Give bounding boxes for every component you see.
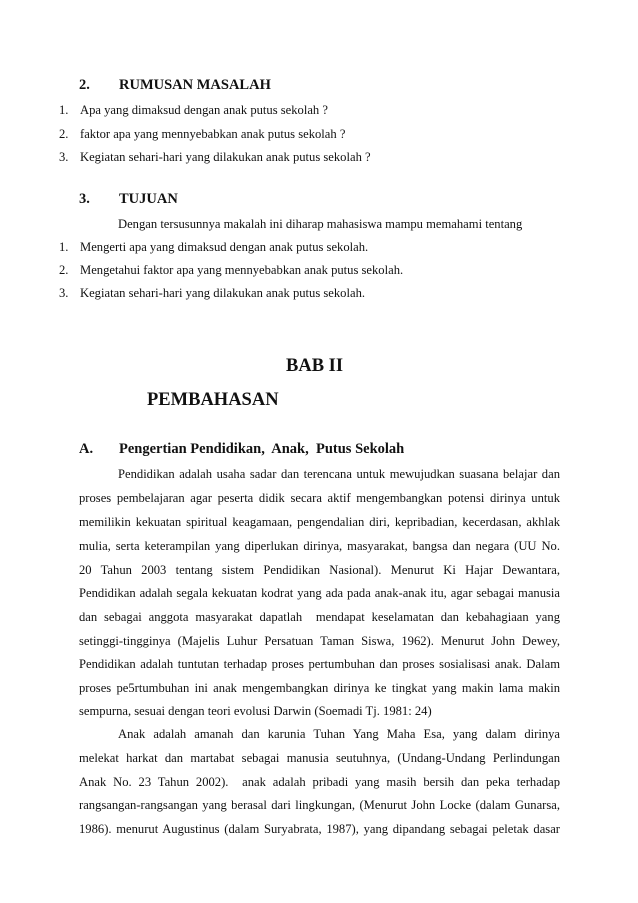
section-3-intro: Dengan tersusunnya makalah ini diharap mahasiswa mampu memahami tentang xyxy=(118,217,523,231)
list-number: 2. xyxy=(59,263,69,277)
list-text: Mengerti apa yang dimaksud dengan anak putus sekolah. xyxy=(80,240,369,254)
list-number: 3. xyxy=(59,286,69,300)
paragraph-line: dan sebagai anggota masyarakat dapatlah mendapat keselamatan dan kebahagiaan yang xyxy=(79,610,560,624)
paragraph-line: Anak No. 23 Tahun 2002). anak adalah pribadi yang masih bersih dan peka terhadap xyxy=(79,775,560,789)
paragraph-line: proses pe5rtumbuhan ini anak mengembangkan dirinya ke tingkat yang makin lama makin xyxy=(79,681,560,695)
paragraph-line: Pendidikan adalah usaha sadar dan terencana untuk mewujudkan suasana belajar dan xyxy=(118,467,560,481)
paragraph-line: Anak adalah amanah dan karunia Tuhan Yang Maha Esa, yang dalam dirinya xyxy=(118,727,560,741)
chapter-label: BAB II xyxy=(286,356,344,376)
list-number: 1. xyxy=(59,103,69,117)
chapter-title: PEMBAHASAN xyxy=(147,390,279,410)
list-text: faktor apa yang mennyebabkan anak putus sekolah ? xyxy=(80,127,346,141)
list-number: 2. xyxy=(59,127,69,141)
list-number: 1. xyxy=(59,240,69,254)
section-a-title: Pengertian Pendidikan, Anak, Putus Sekolah xyxy=(119,441,405,457)
paragraph-line: Pendidikan adalah segala kekuatan kodrat yang ada pada anak-anak itu, agar sebagai manusia xyxy=(79,586,560,600)
section-a-letter: A. xyxy=(79,441,94,457)
section-3-number: 3. xyxy=(79,191,90,207)
list-text: Mengetahui faktor apa yang mennyebabkan anak putus sekolah. xyxy=(80,263,404,277)
paragraph-line: rangsangan-rangsangan yang berasal dari lingkungan, (Menurut John Locke (dalam Gunarsa, xyxy=(79,798,560,812)
list-text: Apa yang dimaksud dengan anak putus sekolah ? xyxy=(80,103,328,117)
list-text: Kegiatan sehari-hari yang dilakukan anak putus sekolah ? xyxy=(80,150,371,164)
list-number: 3. xyxy=(59,150,69,164)
section-2-title: RUMUSAN MASALAH xyxy=(119,77,271,93)
paragraph-line: memilikin kekuatan spiritual keagamaan, pengendalian diri, kepribadian, kecerdasan, akhlak xyxy=(79,515,560,529)
paragraph-line: proses pembelajaran agar peserta didik secara aktif mengembangkan potensi dirinya untuk xyxy=(79,491,560,505)
paragraph-line: mulia, serta keterampilan yang diperlukan dirinya, masyarakat, bangsa dan negara (UU No. xyxy=(79,539,560,553)
section-3-title: TUJUAN xyxy=(119,191,178,207)
section-2-number: 2. xyxy=(79,77,90,93)
paragraph-line: melekat harkat dan martabat sebagai manusia seutuhnya, (Undang-Undang Perlindungan xyxy=(79,751,560,765)
paragraph-line: 1986). menurut Augustinus (dalam Suryabrata, 1987), yang dipandang sebagai peletak dasar xyxy=(79,822,560,836)
list-text: Kegiatan sehari-hari yang dilakukan anak putus sekolah. xyxy=(80,286,366,300)
paragraph-line: sempurna, sesuai dengan teori evolusi Darwin (Soemadi Tj. 1981: 24) xyxy=(79,704,432,718)
paragraph-line: 20 Tahun 2003 tentang sistem Pendidikan Nasional). Menurut Ki Hajar Dewantara, xyxy=(79,563,560,577)
paragraph-line: Pendidikan adalah tuntutan terhadap proses pertumbuhan dan proses sosialisasi anak. Dalam xyxy=(79,657,560,671)
paragraph-line: setinggi-tingginya (Majelis Luhur Persatuan Taman Siswa, 1962). Menurut John Dewey, xyxy=(79,634,560,648)
